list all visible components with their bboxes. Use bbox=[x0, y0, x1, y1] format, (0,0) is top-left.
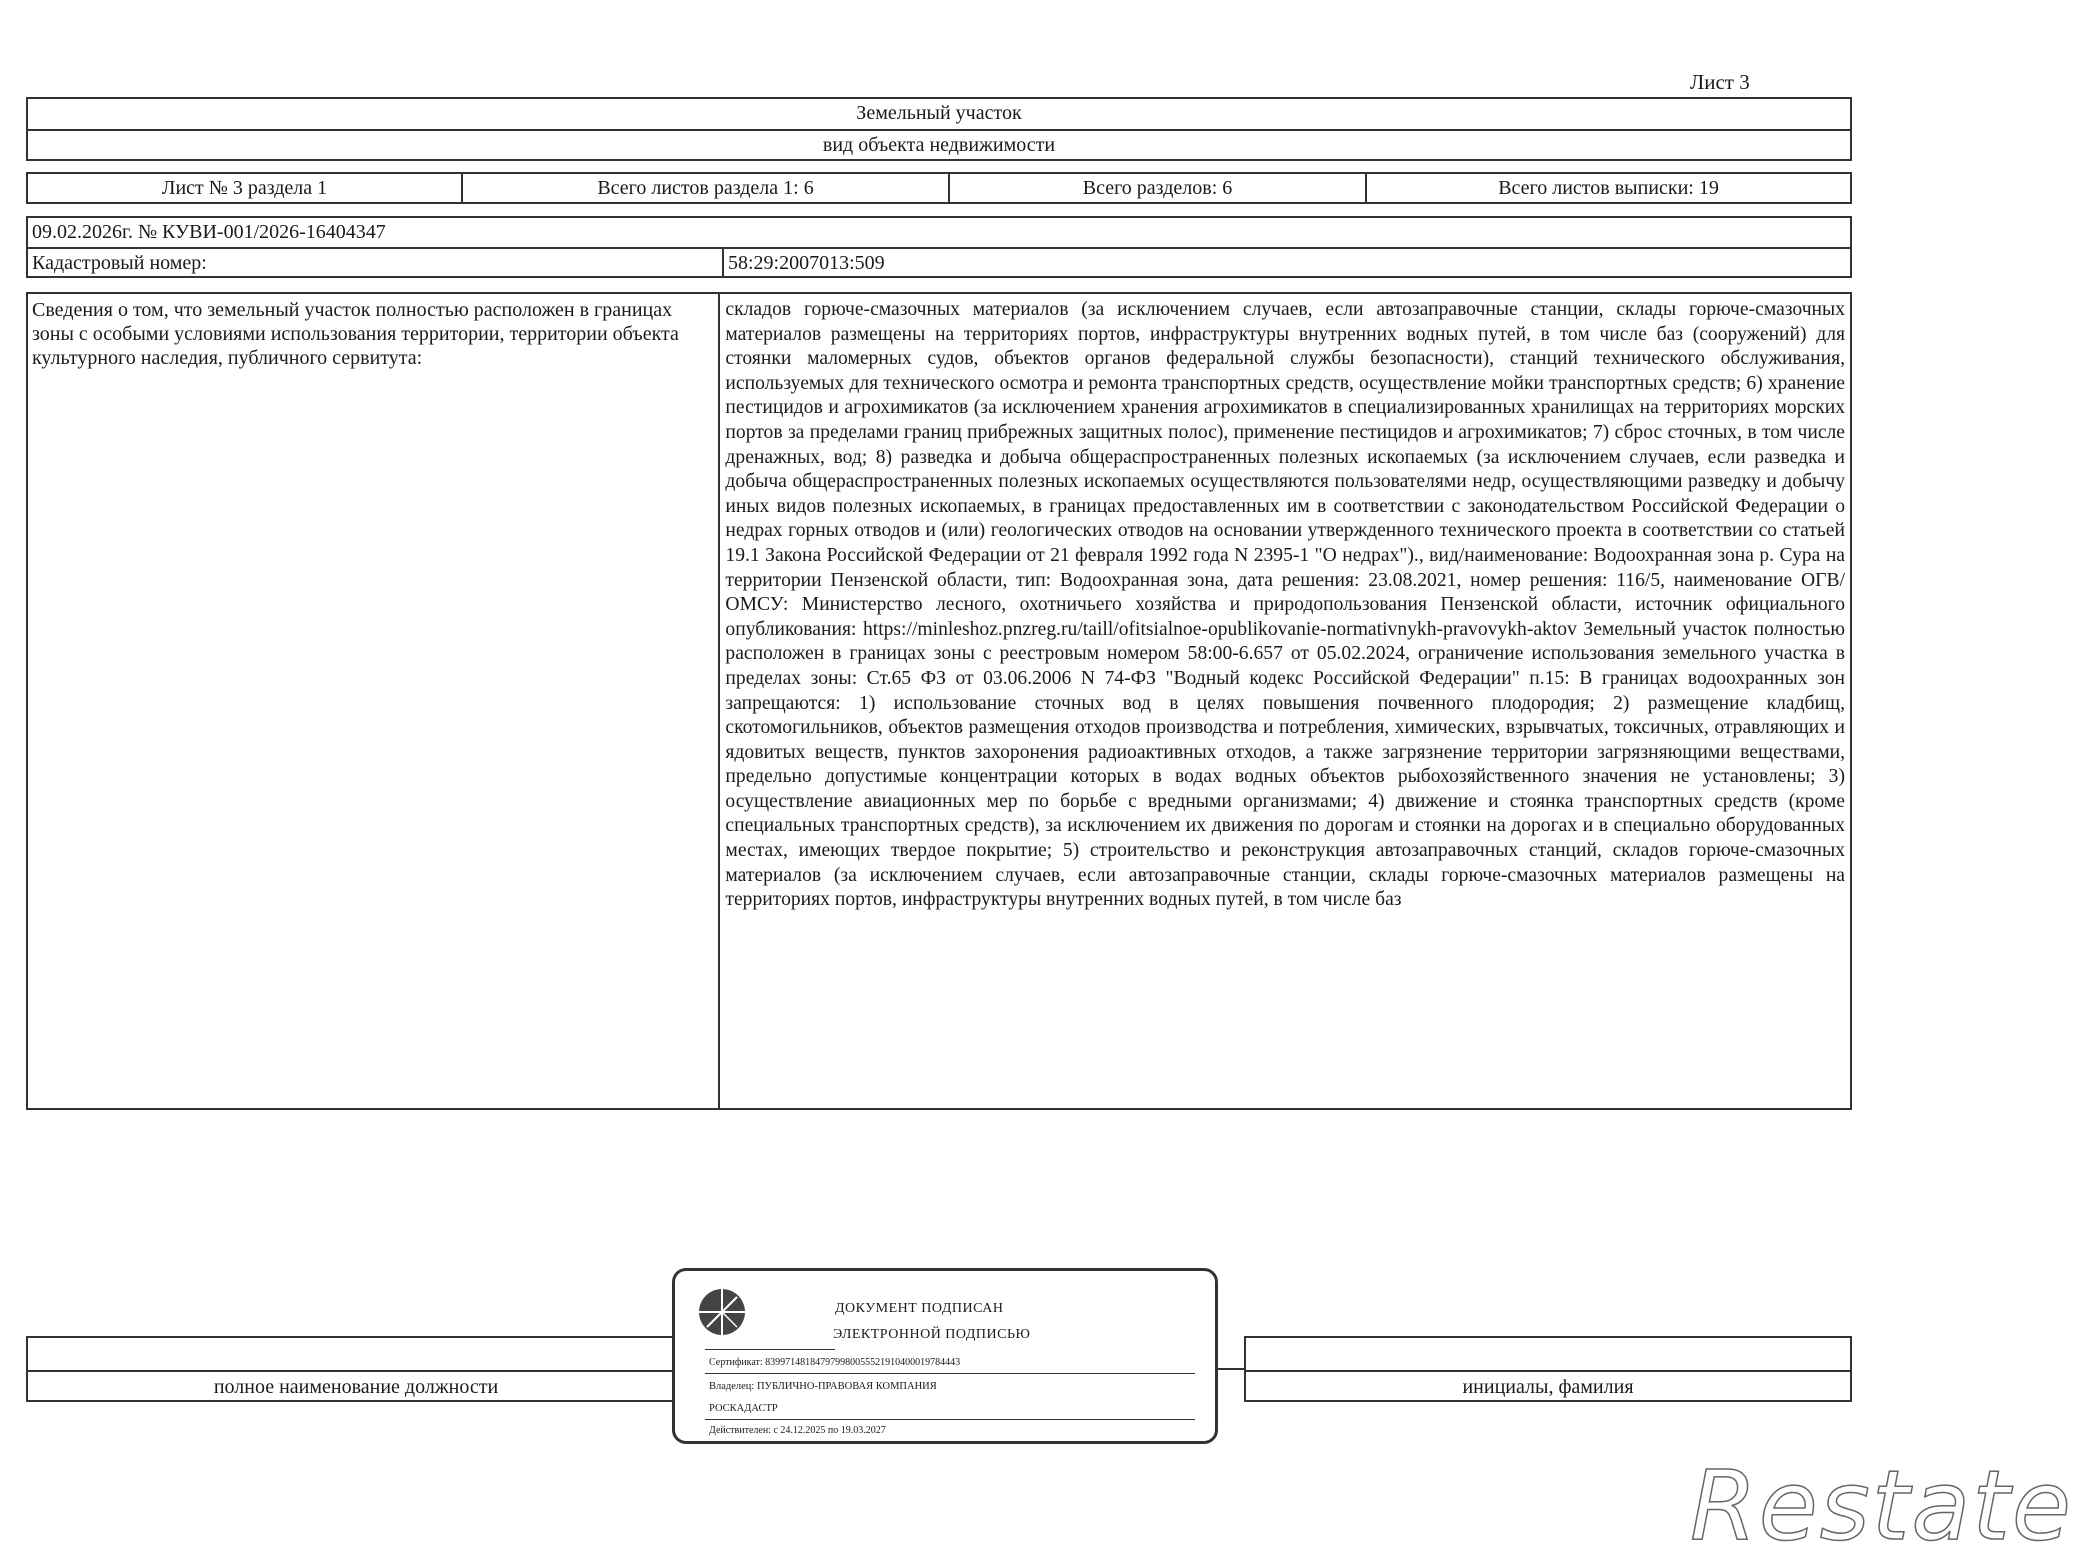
zone-info-label: Сведения о том, что земельный участок полностью расположен в границах зоны с особыми условиями использования территории, территории объекта культурного наследия, публичного сервитута: bbox=[28, 294, 720, 1108]
cadastral-row bbox=[28, 249, 1850, 278]
signature-position-caption: полное наименование должности bbox=[213, 1376, 499, 1398]
electronic-signature-stamp bbox=[672, 1268, 1218, 1444]
sheet-number-label: Лист 3 bbox=[1690, 70, 1750, 94]
stamp-owner-line1: Владелец: ПУБЛИЧНО-ПРАВОВАЯ КОМПАНИЯ bbox=[709, 1381, 937, 1392]
restate-watermark: Restate bbox=[1690, 1450, 2073, 1562]
stamp-certificate: Сертификат: 839971481847979980055521910400019784443 bbox=[709, 1357, 961, 1368]
stamp-rule bbox=[705, 1349, 835, 1350]
signature-name-block bbox=[1244, 1336, 1852, 1402]
object-type-table bbox=[26, 97, 1852, 161]
zone-info-value: складов горюче-смазочных материалов (за исключением случаев, если автозаправочные станции, склады горюче-смазочных материалов размещены на территориях портов, инфраструктуры внутренних водных путей, в том числе баз (сооружений) для стоянки маломерных судов, объектов органов федеральной службы безопасности), станций технического обслуживания, используемых для технического осмотра и ремонта транспортных средств, осуществление мойки транспортных средств; 6) хранение пестицидов и агрохимикатов (за исключением хранения агрохимикатов в специализированных хранилищах на территориях морских портов за пределами границ прибрежных защитных полос), применение пестицидов и агрохимикатов; 7) сброс сточных, в том числе дренажных, вод; 8) разведка и добыча общераспространенных полезных ископаемых (за исключением случаев, если разведка и добыча общераспространенных полезных ископаемых осуществляются пользователями недр, осуществляющими разведку и добычу иных видов полезных ископаемых, в границах предоставленных им в соответствии с законодательством Российской Федерации о недрах горных отводов и (или) геологических отводов на основании утвержденного технического проекта в соответствии со статьей 19.1 Закона Российской Федерации от 21 февраля 1992 года N 2395-1 "О недрах")., вид/наименование: Водоохранная зона р. Сура на территории Пензенской области, тип: Водоохранная зона, дата решения: 23.08.2021, номер решения: 116/5, наименование ОГВ/ОМСУ: Министерство лесного, охотничьего хозяйства и природопользования Пензенской области, источник официального опубликования: https://minleshoz.pnzreg.ru/taill/ofitsialnoe-opublikovanie-normativnykh-pravovykh-aktov Земельный участок полностью расположен в границах зоны с реестровым номером 58:00-6.657 от 05.02.2024, ограничение использования земельного участка в пределах зоны: Ст.65 ФЗ от 03.06.2006 N 74-ФЗ "Водный кодекс Российской Федерации" п.15: В границах водоохранных зон запрещаются: 1) использование сточных вод в целях повышения почвенного плодородия; 2) размещение кладбищ, скотомогильников, объектов размещения отходов производства и потребления, химических, взрывчатых, токсичных, отравляющих и ядовитых веществ, пунктов захоронения радиоактивных отходов, а также загрязнение территории загрязняющими веществами, предельно допустимые концентрации которых в водах водных объектов рыбохозяйственного значения не установлены; 3) осуществление авиационных мер по борьбе с вредными организмами; 4) движение и стоянка транспортных средств (кроме специальных транспортных средств), за исключением их движения по дорогам и стоянки на дорогах и в специально оборудованных местах, имеющих твердое покрытие; 5) строительство и реконструкция автозаправочных станций, складов горюче-смазочных материалов (за исключением случаев, если автозаправочные станции, склады горюче-смазочных материалов размещены на территориях портов, инфраструктуры внутренних водных путей, в том числе баз bbox=[725, 299, 1845, 911]
stamp-rule bbox=[705, 1419, 1195, 1420]
signature-name-caption: инициалы, фамилия bbox=[1462, 1376, 1634, 1398]
zone-info-table bbox=[26, 292, 1852, 1110]
stamp-title-line2: ЭЛЕКТРОННОЙ ПОДПИСЬЮ bbox=[833, 1327, 1031, 1342]
sheet-info-table bbox=[26, 172, 1852, 204]
total-extract-sheets: Всего листов выписки: 19 bbox=[1365, 174, 1850, 202]
signature-name-line bbox=[1246, 1338, 1850, 1372]
object-type-caption: вид объекта недвижимости bbox=[28, 129, 1850, 161]
total-section-sheets: Всего листов раздела 1: 6 bbox=[461, 174, 948, 202]
signature-position-block bbox=[26, 1336, 686, 1402]
stamp-title-line1: ДОКУМЕНТ ПОДПИСАН bbox=[835, 1301, 1004, 1316]
stamp-valid-period: Действителен: с 24.12.2025 по 19.03.2027 bbox=[709, 1425, 886, 1436]
record-table bbox=[26, 216, 1852, 278]
record-date-number: 09.02.2026г. № КУВИ-001/2026-16404347 bbox=[28, 218, 1850, 249]
total-sections: Всего разделов: 6 bbox=[948, 174, 1365, 202]
stamp-owner-line2: РОСКАДАСТР bbox=[709, 1403, 778, 1414]
object-type-value: Земельный участок bbox=[856, 102, 1022, 124]
signature-position-line bbox=[28, 1338, 684, 1372]
cadastral-label: Кадастровый номер: bbox=[28, 249, 724, 278]
sheet-of-section: Лист № 3 раздела 1 bbox=[161, 177, 328, 199]
rosreestr-emblem-icon bbox=[697, 1287, 747, 1337]
cadastral-value: 58:29:2007013:509 bbox=[728, 252, 885, 274]
stamp-rule bbox=[705, 1373, 1195, 1374]
